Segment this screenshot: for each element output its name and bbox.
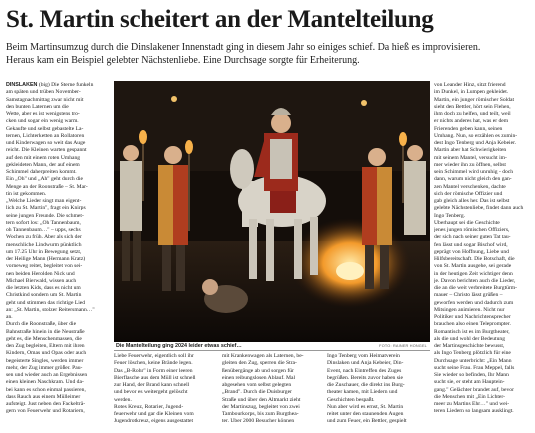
fire-core [336,262,364,280]
body-text-line: die Zuschauer, die direkt ins Burg- [327,382,405,388]
body-text-line: die an die weit verbreitete Burgtürm- [434,285,517,291]
body-text-line: einen reibungslosen Ablauf. Mal [222,374,296,381]
body-text-line: sich der römische Offizier und [434,190,503,197]
body-text-line: feuerwehr und gar die Kleinen vom [114,411,194,417]
body-text-line: im Dunkel, in Lumpen gekleidet. [434,89,509,96]
body-text-line: ßenübergänge ab und sorgen für [222,367,294,374]
body-text-line: der sich nach seiner guten Tat tau- [434,234,511,241]
body-text-line: Überhaupt sei die Geschichte [434,219,500,226]
body-text-line: Jugendrotkreuz, eigens ausgestattet [114,418,194,425]
stage-light [171,96,177,102]
body-text-line: Frierenden geben kann, seinen [434,125,503,132]
body-text-line: Schimmel daherpreiten kommt. [6,169,77,175]
body-text-line: den bunten Laternen um die [6,103,69,110]
body-text-line: von Leander Hinz, sitzt frierend [434,82,506,88]
body-text-line: Nun aber wird es ernst, St. Martin [327,403,404,410]
body-text-line: Ingo Tenberg. [434,212,466,219]
body-text-line: vorneweg reitet, begleitet von sei- [6,263,83,270]
photo-caption-bar [114,342,430,351]
body-text-line: lich zu St. Martin", fragt ein Knirps [6,205,86,212]
dateline-line [6,82,110,89]
body-text-line: Wette, aber es ist wenigstens tro- [6,111,80,117]
body-text-line: dass Rauch aus einem Mülleimer [6,393,81,400]
body-text-line: sieht den Bettler, hört sein Flehen, [434,103,511,110]
body-text-line: gang." Gelächter brandet auf, bevor [434,386,514,393]
stage-light [361,100,367,106]
body-text-line: Michael Bierwald, wissen auch [6,277,77,284]
article-column-4 [327,353,430,433]
body-text-line: Politiker und Nachrichtensprecher [434,314,511,320]
body-text-line: mauer – Christo lässt grüßen – [434,292,503,299]
body-text-line: Romantisch ist es im Burgtheater, [434,328,510,335]
body-text-line: zur Hand, der Brand kann schnell [114,382,190,388]
body-text-line: Gekaufte und selbst gebastelte La- [6,125,84,132]
body-text-line: oh Tannenbaum…" – upps, sechs [6,227,81,233]
body-text-line: Das „B-Rohr" in Form einer leeren [114,367,193,374]
body-text-line: Rotes Kreuz, Rotarier, Jugend- [114,403,184,410]
body-text-line: Ingo Tenberg vom Heimatverein [327,353,400,359]
body-text-line: und bevor es weitergeht gelöscht [114,389,188,396]
body-text-line: den Zug begleiten, Eltern mit ihren [6,343,85,349]
body-text-line: um 17.25 Uhr in Bewegung setzt, [6,248,82,255]
article-column-5 [434,82,532,432]
body-text-line: Ein „Oh" und „Ah" geht durch die [6,176,83,183]
body-text-line: Dinslaken und Anja Kebeier, Din- [327,360,404,367]
body-text-line: Hilfsbereitschaft. Die Botschaft, die [434,256,515,262]
body-text-line: bei kann es schon einmal passieren, [6,386,86,393]
body-text-line: je. Davon berichten auch die Lieder, [434,277,516,284]
body-text-line: werden. [114,396,132,403]
body-text-line: sucht seine Frau. Frau Meppel, falls [434,364,515,371]
body-text-line: theater kamen, mit Liedern und [327,389,398,396]
body-text-line: fen lässt und sogar Bischof wird, [434,241,508,248]
photo [114,81,430,342]
body-text-line: reicht. Die Kleinen warten gespannt [6,147,87,154]
body-text-line: abgesehen vom selbst gelegten [222,382,292,388]
body-text-line: gab gleich alles her. Das ist selbst [434,198,510,204]
photo-credit: FOTO: RAINER HONGEL [379,344,427,348]
deck-line: Heraus kam ein Beispiel gelebter Nächstenliebe. Eine Durchsage sorgte für Erheiterung. [6,54,360,66]
body-text-line: Liebe Feuerwehr, eigentlich soll ihr [114,353,194,359]
body-text-line: geht es, die Menschenmassen, die [6,335,82,342]
body-text-line: jenes jungen römischen Offiziers, [434,227,510,233]
body-text-line: und Kinderwagen so weit das Auge [6,140,86,146]
body-text-line: Kindern, Omas und Opas oder auch [6,350,87,357]
body-text-line: Geschichten bespaßt. [327,396,375,403]
body-text-line: Straße und über den Altmarkt zieht [222,396,301,403]
body-text-line: gelebte Nächstenliebe, findet dann auch [434,205,524,212]
body-text-line: geht und stimmen das richtige Lied [6,299,86,306]
body-text-line: dann, warum nicht gleich den gan- [434,176,512,183]
body-text-line: Samstagnachmittag zwar nicht mit [6,96,84,103]
body-text-line: aufsteigt. Just neben den Fackelträ- [6,401,86,407]
body-text-line: Bahnstraße hinein in die Neustraße [6,328,85,335]
body-text-line: gleiten den Zug, sperren die Stra- [222,360,297,367]
body-text-line: Bierflasche aus dem Müll ist schnell [114,374,196,381]
body-text-line: „Welche Lieder singt man eigent- [6,198,82,204]
body-text-line: Feuer löschen, keine Brände legen. [114,360,193,367]
body-text-line: von St. Martin ausgehe, sei gerade [434,263,512,270]
body-text-line: als die und wohl der Bedeutung [434,335,505,342]
body-text-line: reitet unter den staunenden Augen [327,411,404,417]
body-text-line: der Martinszug, begleitet von zwei [222,403,300,410]
body-text-line: Durch die Roonstraße, über die [6,321,77,328]
dateline: DINSLAKEN [6,82,38,88]
body-text-line: und zum Feuer, ein Bettler, gespielt [327,418,407,425]
headline: St. Martin scheitert an der Mantelteilung [6,6,434,33]
body-text-line: auf den mit einem roten Umhang [6,154,81,161]
body-text-line: der Martinsgeschichte bewusst, [434,343,505,349]
photo-caption: Die Mantelteilung ging 2024 leider etwas schief… [116,343,242,349]
body-text-line: Martin aber hat Schwierigkeiten [434,147,507,154]
deck-line: Beim Martinsumzug durch die Dinslakener Innenstadt ging in diesem Jahr so einiges schief. Da hieß es improvisieren. [6,42,481,53]
body-text-line: mer wieder ihn zu öffnen, selbst [434,161,506,168]
article-column-3 [222,353,323,433]
body-text-line: Event, nach Eintreffen des Zuges [327,367,402,374]
article-column-2 [114,353,218,433]
body-text-line: an. [6,314,13,320]
body-text-line: Martin, ein junger römischer Soldat [434,96,515,103]
body-text-line: geprägt von Hoffnung, Liebe und [434,248,509,255]
body-text-line: meer zu Martins Ehr…" und wei- [434,401,510,407]
body-text-line: ihm doch zu helfen, und teilt, weil [434,111,511,117]
body-text-line: an: „St. Martin, stolzer Reitersmann…" [6,306,95,313]
body-text-line: in der heutigen Zeit wichtiger denn [434,270,513,277]
article-column-1 [6,82,110,432]
body-text-line: die Menschen mit „Ein Lichter- [434,393,506,400]
body-text-line: sen und wieder auch an Ergebnissen [6,372,88,378]
body-text: (big) Die Sterne funkeln [38,82,94,88]
body-text-line: der Heilige Mann (Hermann Kratz) [6,256,86,262]
body-text-line: einen kleinen Naschkram. Und da- [6,379,84,386]
body-text-line: Menge an der Roonstraße – St. Mar- [6,183,88,190]
body-text-line: sein Schimmel wird unruhig - doch [434,169,514,175]
body-text-line: sucht sie, er steht am Hauptein- [434,379,505,386]
body-text-line: Sie wieder so befinden, Ihr Mann [434,372,509,378]
body-text-line: gekleideten Mann, der auf einem [6,161,80,168]
body-text-line: cken und sogar ein wenig warm. [6,118,79,125]
body-text-line: die letzten Kids, dass es nicht um [6,285,81,291]
body-text-line: Mitsingen animieren. Nicht nur [434,306,505,313]
body-text-line: teren Liedern so langsam ausklingt. [434,408,514,415]
body-text-line: begrüßen. Bereits zuvor haben sie [327,374,403,381]
body-text-line: menschliche Lindwurm pünktlich [6,241,82,248]
body-text-line: mehr, der Zug immer größer. Pau- [6,364,83,371]
body-text-line: ter. Über 2000 Besucher können [222,418,295,425]
body-text-line: ternen, Lichterketten an Rollatoren [6,132,85,139]
body-text-line: tin ist gekommen. [6,190,47,197]
body-text-line: Wochen zu früh. Aber als sich der [6,234,82,241]
body-text-line: tern sofort los: „Oh Tannenbaum, [6,219,81,226]
body-text-line: Durchsage unterbricht: „Ein Mann [434,357,512,364]
body-text-line: mit Krankenwagen als Laternen, be- [222,353,304,359]
body-text-line: geworfen werden und dadurch zum [434,299,514,306]
body-text-line: am späten und trüben November- [6,89,81,96]
body-text-line: dest Ingo Tenberg und Anja Kebeier. [434,140,517,146]
body-text-line: brauchen also einen Teleprompter. [434,321,511,328]
body-text-line: Tambourkorps, bis zum Burgthea- [222,411,299,417]
body-text-line: Christkind sondern um St. Martin [6,292,82,299]
body-text-line: nen beiden Herolden Nick und [6,270,75,277]
body-text-line: „Brand". Durch die Duisburger [222,389,292,396]
body-text-line: er nichts anderes hat, was er dem [434,118,509,125]
body-text-line: gern von Feuerwehr und Rotariern, [6,408,85,415]
body-text-line: Umhang. Nun, so erzählen es zumin- [434,132,518,139]
deck [6,42,530,67]
body-text-line: begeisterte Singles, werden immer [6,357,84,364]
body-text-line: zen Mantel verschenken, dachte [434,183,506,190]
body-text-line: mit seinem Mantel, versucht im- [434,154,507,161]
body-text-line: seine jungen Freunde. Die schmet- [6,212,84,219]
body-text-line: als Ingo Tenberg plötzlich für eine [434,350,511,357]
